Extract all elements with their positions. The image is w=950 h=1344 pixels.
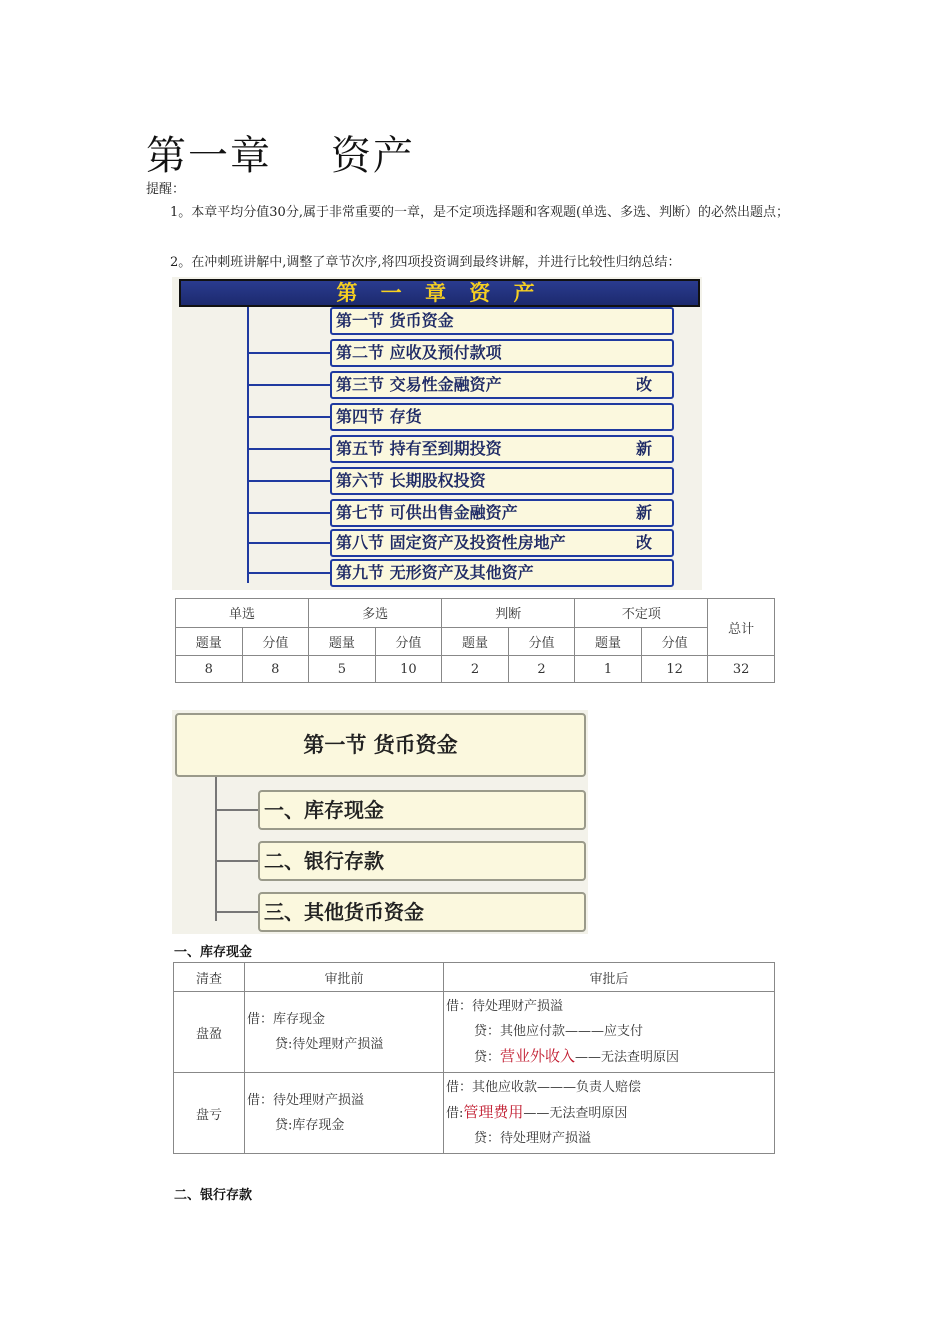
- section-map-title: 第一节 货币资金: [175, 713, 586, 777]
- score-cell: 2: [442, 656, 509, 683]
- chapter-section-tag: 改: [635, 533, 652, 552]
- map-branch: [247, 572, 331, 574]
- entry-prefix: 借:: [446, 1106, 464, 1121]
- map-branch: [247, 352, 331, 354]
- chapter-section-tag: 新: [635, 439, 652, 458]
- chapter-map-figure: [172, 277, 702, 590]
- chapter-section-label: 第二节 应收及预付款项: [336, 343, 502, 362]
- chapter-section-label: 第五节 持有至到期投资: [336, 439, 502, 458]
- score-sub-header: 题量: [575, 627, 642, 656]
- entry-line: 借：待处理财产损溢: [446, 999, 564, 1014]
- score-sub-header: 分值: [641, 627, 708, 656]
- chapter-section-box: [330, 371, 674, 399]
- entry-line: 贷：其他应付款———应支付: [474, 1024, 644, 1039]
- score-group-header: 判断: [442, 599, 575, 628]
- entry-line: [446, 1044, 774, 1070]
- chapter-section-box: [330, 529, 674, 557]
- entry-prefix: 贷：: [474, 1050, 501, 1065]
- section-map-item: 二、银行存款: [258, 841, 586, 881]
- entry-line: 贷:库存现金: [275, 1118, 345, 1133]
- score-sub-header: 分值: [375, 627, 442, 656]
- cash-after-cell: [444, 1073, 775, 1154]
- score-total-cell: 32: [708, 656, 775, 683]
- cash-header: 清查: [174, 963, 245, 992]
- section-map-branch: [215, 911, 259, 913]
- heading-cash: 一、库存现金: [174, 945, 253, 960]
- chapter-section-box: [330, 499, 674, 527]
- chapter-section-label: 第三节 交易性金融资产: [336, 375, 502, 394]
- section-map-item: 三、其他货币资金: [258, 892, 586, 932]
- chapter-section-label: 第六节 长期股权投资: [336, 471, 486, 490]
- cash-before-cell: [245, 1073, 444, 1154]
- score-sub-header: 题量: [309, 627, 376, 656]
- map-branch: [247, 384, 331, 386]
- score-cell: 8: [176, 656, 243, 683]
- score-cell: 1: [575, 656, 642, 683]
- chapter-section-label: 第八节 固定资产及投资性房地产: [336, 533, 566, 552]
- paragraph-1: 1。本章平均分值30分,属于非常重要的一章，是不定项选择题和客观题(单选、多选、判断）的必然出题点；: [170, 205, 790, 220]
- score-group-header: 多选: [309, 599, 442, 628]
- chapter-section-label: 第九节 无形资产及其他资产: [336, 563, 534, 582]
- entry-line: 借：待处理财产损溢: [247, 1093, 365, 1108]
- chapter-section-box: [330, 559, 674, 587]
- entry-line: 借：库存现金: [247, 1012, 326, 1027]
- entry-line: 借：其他应收款———负责人赔偿: [446, 1080, 642, 1095]
- entry-line: [446, 1100, 774, 1126]
- chapter-section-tag: 新: [635, 503, 652, 522]
- score-group-header: 单选: [176, 599, 309, 628]
- cash-before-cell: [245, 992, 444, 1073]
- cash-row-type: 盘亏: [174, 1073, 245, 1154]
- chapter-section-tag: 改: [635, 375, 652, 394]
- section-map-branch: [215, 860, 259, 862]
- score-cell: 8: [242, 656, 309, 683]
- chapter-section-box: [330, 339, 674, 367]
- entry-line: 贷:待处理财产损溢: [275, 1037, 384, 1052]
- score-sub-header: 题量: [176, 627, 243, 656]
- highlight-account: 营业外收入: [500, 1047, 576, 1065]
- score-cell: 12: [641, 656, 708, 683]
- section-map-branch: [215, 809, 259, 811]
- score-cell: 5: [309, 656, 376, 683]
- score-cell: 2: [508, 656, 575, 683]
- map-branch: [247, 448, 331, 450]
- chapter-section-box: [330, 435, 674, 463]
- chapter-section-box: [330, 307, 674, 335]
- entry-line: 贷：待处理财产损溢: [474, 1131, 592, 1146]
- score-sub-header: 分值: [242, 627, 309, 656]
- section-map-figure: [172, 710, 588, 934]
- chapter-title: 第一章 资产: [146, 133, 415, 179]
- entry-suffix: ——无法查明原因: [523, 1106, 628, 1121]
- score-sub-header: 分值: [508, 627, 575, 656]
- score-total-header: 总计: [708, 599, 775, 656]
- paragraph-2: 2。在冲刺班讲解中,调整了章节次序,将四项投资调到最终讲解，并进行比较性归纳总结：: [170, 255, 681, 270]
- map-branch: [247, 512, 331, 514]
- map-branch: [247, 542, 331, 544]
- section-map-item: 一、库存现金: [258, 790, 586, 830]
- cash-header: 审批后: [444, 963, 775, 992]
- score-table: [175, 598, 775, 683]
- cash-row-type: 盘盈: [174, 992, 245, 1073]
- map-branch: [247, 416, 331, 418]
- chapter-section-box: [330, 403, 674, 431]
- cash-header: 审批前: [245, 963, 444, 992]
- map-branch: [247, 480, 331, 482]
- score-sub-header: 题量: [442, 627, 509, 656]
- chapter-section-label: 第七节 可供出售金融资产: [336, 503, 518, 522]
- chapter-section-box: [330, 467, 674, 495]
- score-cell: 10: [375, 656, 442, 683]
- chapter-map-header: 第 一 章 资 产: [179, 279, 700, 307]
- cash-table: [173, 962, 775, 1154]
- section-map-connector: [215, 777, 217, 921]
- cash-after-cell: [444, 992, 775, 1073]
- chapter-section-label: 第四节 存货: [336, 407, 422, 426]
- entry-suffix: ——无法查明原因: [575, 1050, 680, 1065]
- chapter-section-label: 第一节 货币资金: [336, 311, 454, 330]
- remind-label: 提醒：: [146, 182, 186, 197]
- heading-bank: 二、银行存款: [174, 1188, 253, 1203]
- highlight-account: 管理费用: [463, 1103, 524, 1121]
- score-group-header: 不定项: [575, 599, 708, 628]
